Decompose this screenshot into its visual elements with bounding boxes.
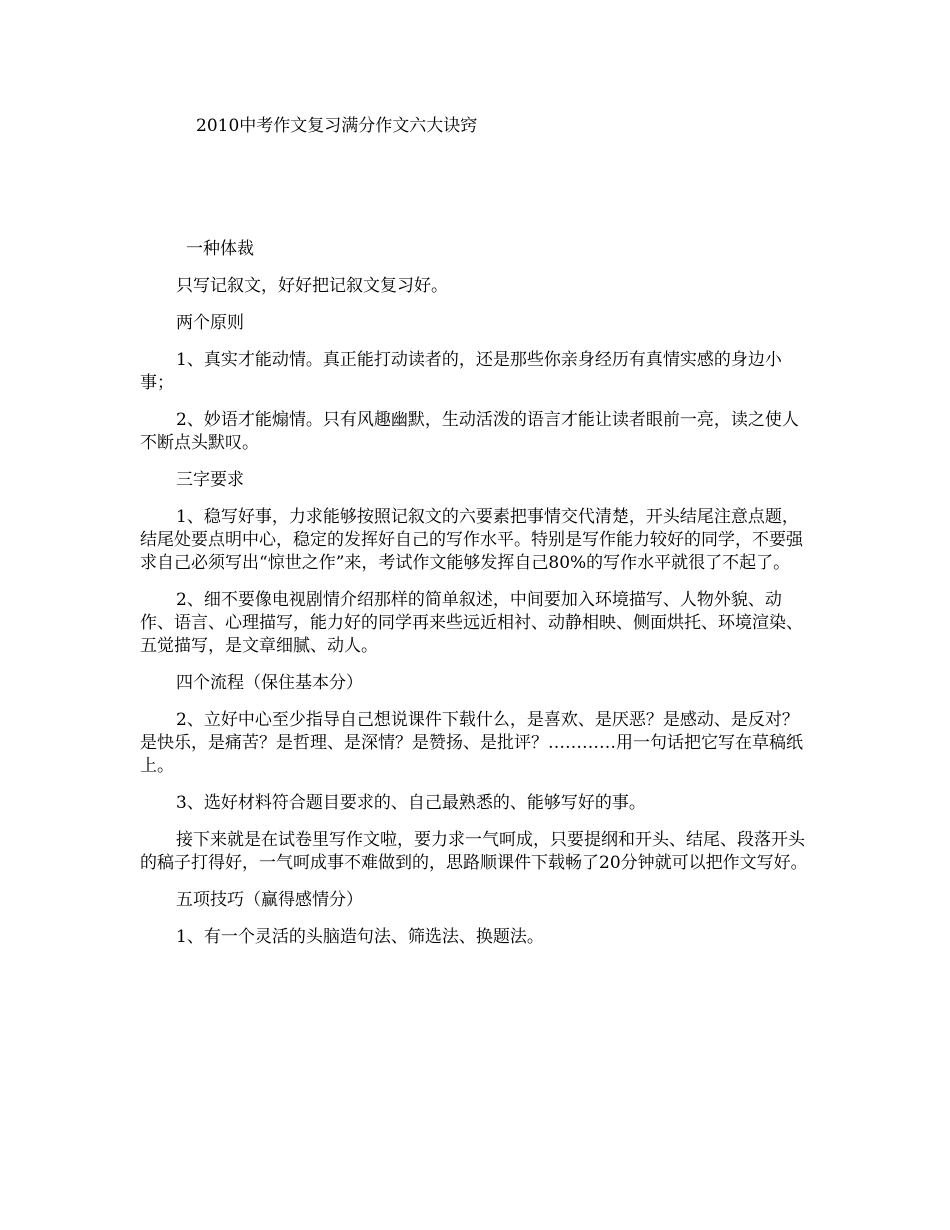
paragraph: 2、细不要像电视剧情介绍那样的简单叙述，中间要加入环境描写、人物外貌、动作、语言、心理描写，能力好的同学再来些远近相衬、动静相映、侧面烘托、环境渲染、五觉描写，是文章细腻、动人。 xyxy=(140,590,803,656)
document-title: 2010中考作文复习满分作文六大诀窍 xyxy=(196,116,478,136)
paragraph: 接下来就是在试卷里写作文啦，要力求一气呵成，只要提纲和开头、结尾、段落开头的稿子打得好，一气呵成事不难做到的，思路顺课件下载畅了20分钟就可以把作文写好。 xyxy=(140,830,808,873)
paragraph: 只写记叙文，好好把记叙文复习好。 xyxy=(176,276,448,296)
section-heading: 四个流程（保住基本分） xyxy=(176,673,363,693)
section-heading: 一种体裁 xyxy=(186,239,254,259)
section-heading: 三字要求 xyxy=(176,470,244,490)
section-heading: 两个原则 xyxy=(176,313,244,333)
paragraph: 3、选好材料符合题目要求的、自己最熟悉的、能够写好的事。 xyxy=(176,793,646,813)
document-body xyxy=(140,238,812,963)
paragraph: 1、稳写好事，力求能够按照记叙文的六要素把事情交代清楚，开头结尾注意点题，结尾处要点明中心，稳定的发挥好自己的写作水平。特别是写作能力较好的同学，不要强求自己必须写出“惊世之作”来，考试作文能够发挥自己80%的写作水平就很了不起了。 xyxy=(140,507,803,573)
paragraph: 2、妙语才能煽情。只有风趣幽默，生动活泼的语言才能让读者眼前一亮，读之使人不断点头默叹。 xyxy=(140,410,799,453)
paragraph: 1、真实才能动情。真正能打动读者的，还是那些你亲身经历有真情实感的身边小事； xyxy=(140,350,782,393)
paragraph: 1、有一个灵活的头脑造句法、筛选法、换题法。 xyxy=(176,927,544,947)
paragraph: 2、立好中心至少指导自己想说课件下载什么，是喜欢、是厌恶？是感动、是反对？是快乐，是痛苦？是哲理、是深情？是赞扬、是批评？…………用一句话把它写在草稿纸上。 xyxy=(140,710,803,776)
section-heading: 五项技巧（赢得感情分） xyxy=(176,890,363,910)
